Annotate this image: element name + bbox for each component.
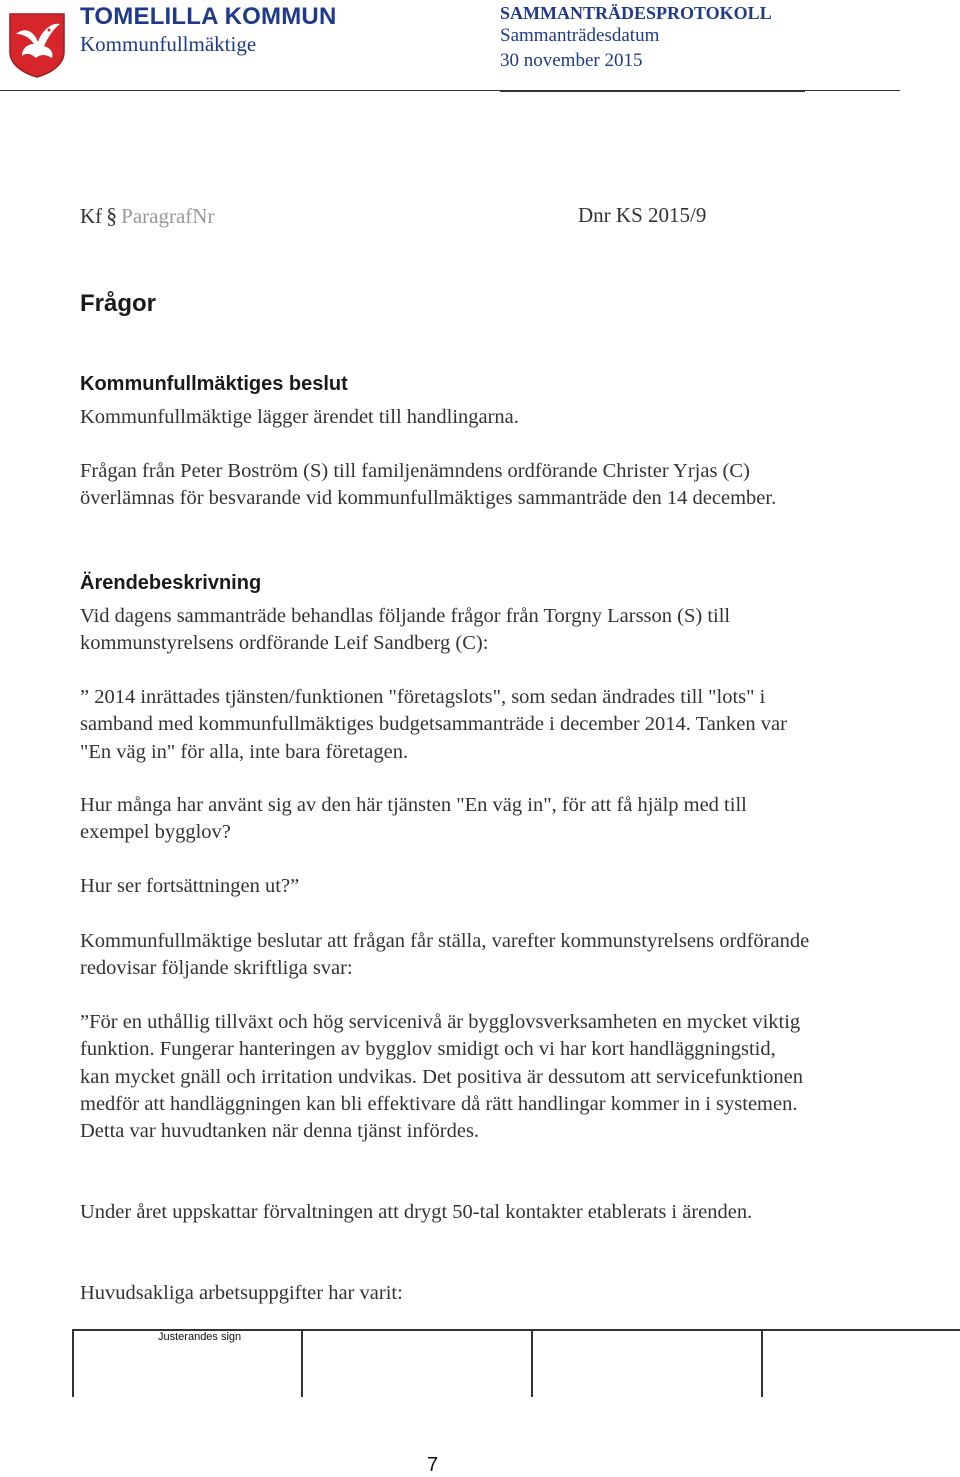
- page-title: Frågor: [80, 290, 157, 317]
- diary-number: Dnr KS 2015/9: [578, 203, 707, 227]
- signature-label: Justerandes sign: [158, 1331, 242, 1343]
- description-heading: Ärendebeskrivning: [80, 572, 262, 594]
- description-paragraph-1: Vid dagens sammanträde behandlas följande frågor från Torgny Larsson (S) till kommunstyrelsens ordförande Leif Sandberg (C):: [80, 605, 731, 655]
- paragraph-reference: [80, 203, 214, 229]
- header-divider-accent: [500, 90, 805, 92]
- decision-paragraph-2: Frågan från Peter Boström (S) till familjenämndens ordförande Christer Yrjas (C) överlämnas för besvarande vid kommunfullmäktiges sammanträde den 14 december.: [80, 460, 777, 510]
- paragraph-symbol: §: [106, 203, 118, 228]
- paragraph-number-field: ParagrafNr: [121, 204, 215, 228]
- answer-quote-paragraph: ”För en uthållig tillväxt och hög servicenivå är bygglovsverksamheten en mycket viktig funktion. Fungerar hanteringen av bygglov smidigt och vi har kort handläggningstid, kan mycket gnäll och irritation undvikas. Det positiva är dessutom att servicefunktionen medför att handläggningen kan bli effektivare då rätt handlingar kommer in i systemen. Detta var huvudtanken när denna tjänst infördes.: [80, 1011, 804, 1143]
- question-paragraph-3: Hur ser fortsättningen ut?”: [80, 875, 300, 897]
- answer-intro-paragraph: Kommunfullmäktige beslutar att frågan får ställa, varefter kommunstyrelsens ordförande redovisar följande skriftliga svar:: [80, 930, 810, 980]
- signature-cell-divider: [531, 1331, 533, 1397]
- signature-cell-divider: [301, 1331, 303, 1397]
- decision-paragraph-1: Kommunfullmäktige lägger ärendet till handlingarna.: [80, 406, 519, 428]
- document-type: SAMMANTRÄDESPROTOKOLL: [500, 3, 772, 23]
- answer-paragraph-2: Under året uppskattar förvaltningen att drygt 50-tal kontakter etablerats i ärenden.: [80, 1201, 753, 1223]
- question-quote-paragraph: ” 2014 inrättades tjänsten/funktionen "företagslots", som sedan ändrades till "lots" i samband med kommunfullmäktiges budgetsammanträde i december 2014. Tanken var "En väg in" för alla, inte bara företagen.: [80, 686, 787, 763]
- answer-paragraph-3: Huvudsakliga arbetsuppgifter har varit:: [80, 1282, 403, 1304]
- signature-cell-divider: [761, 1331, 763, 1397]
- question-paragraph-2: Hur många har använt sig av den här tjänsten "En väg in", för att få hjälp med till exempel bygglov?: [80, 794, 747, 844]
- page-number: 7: [427, 1454, 439, 1476]
- signature-cell-divider: [72, 1331, 74, 1397]
- organization-name: TOMELILLA KOMMUN: [80, 3, 337, 30]
- kf-label: Kf: [80, 204, 103, 228]
- organization-body: Kommunfullmäktige: [80, 32, 257, 56]
- decision-heading: Kommunfullmäktiges beslut: [80, 373, 348, 395]
- meeting-date-label: Sammanträdesdatum: [500, 25, 660, 46]
- meeting-date-value: 30 november 2015: [500, 50, 643, 71]
- municipal-coat-of-arms-logo: [8, 12, 66, 78]
